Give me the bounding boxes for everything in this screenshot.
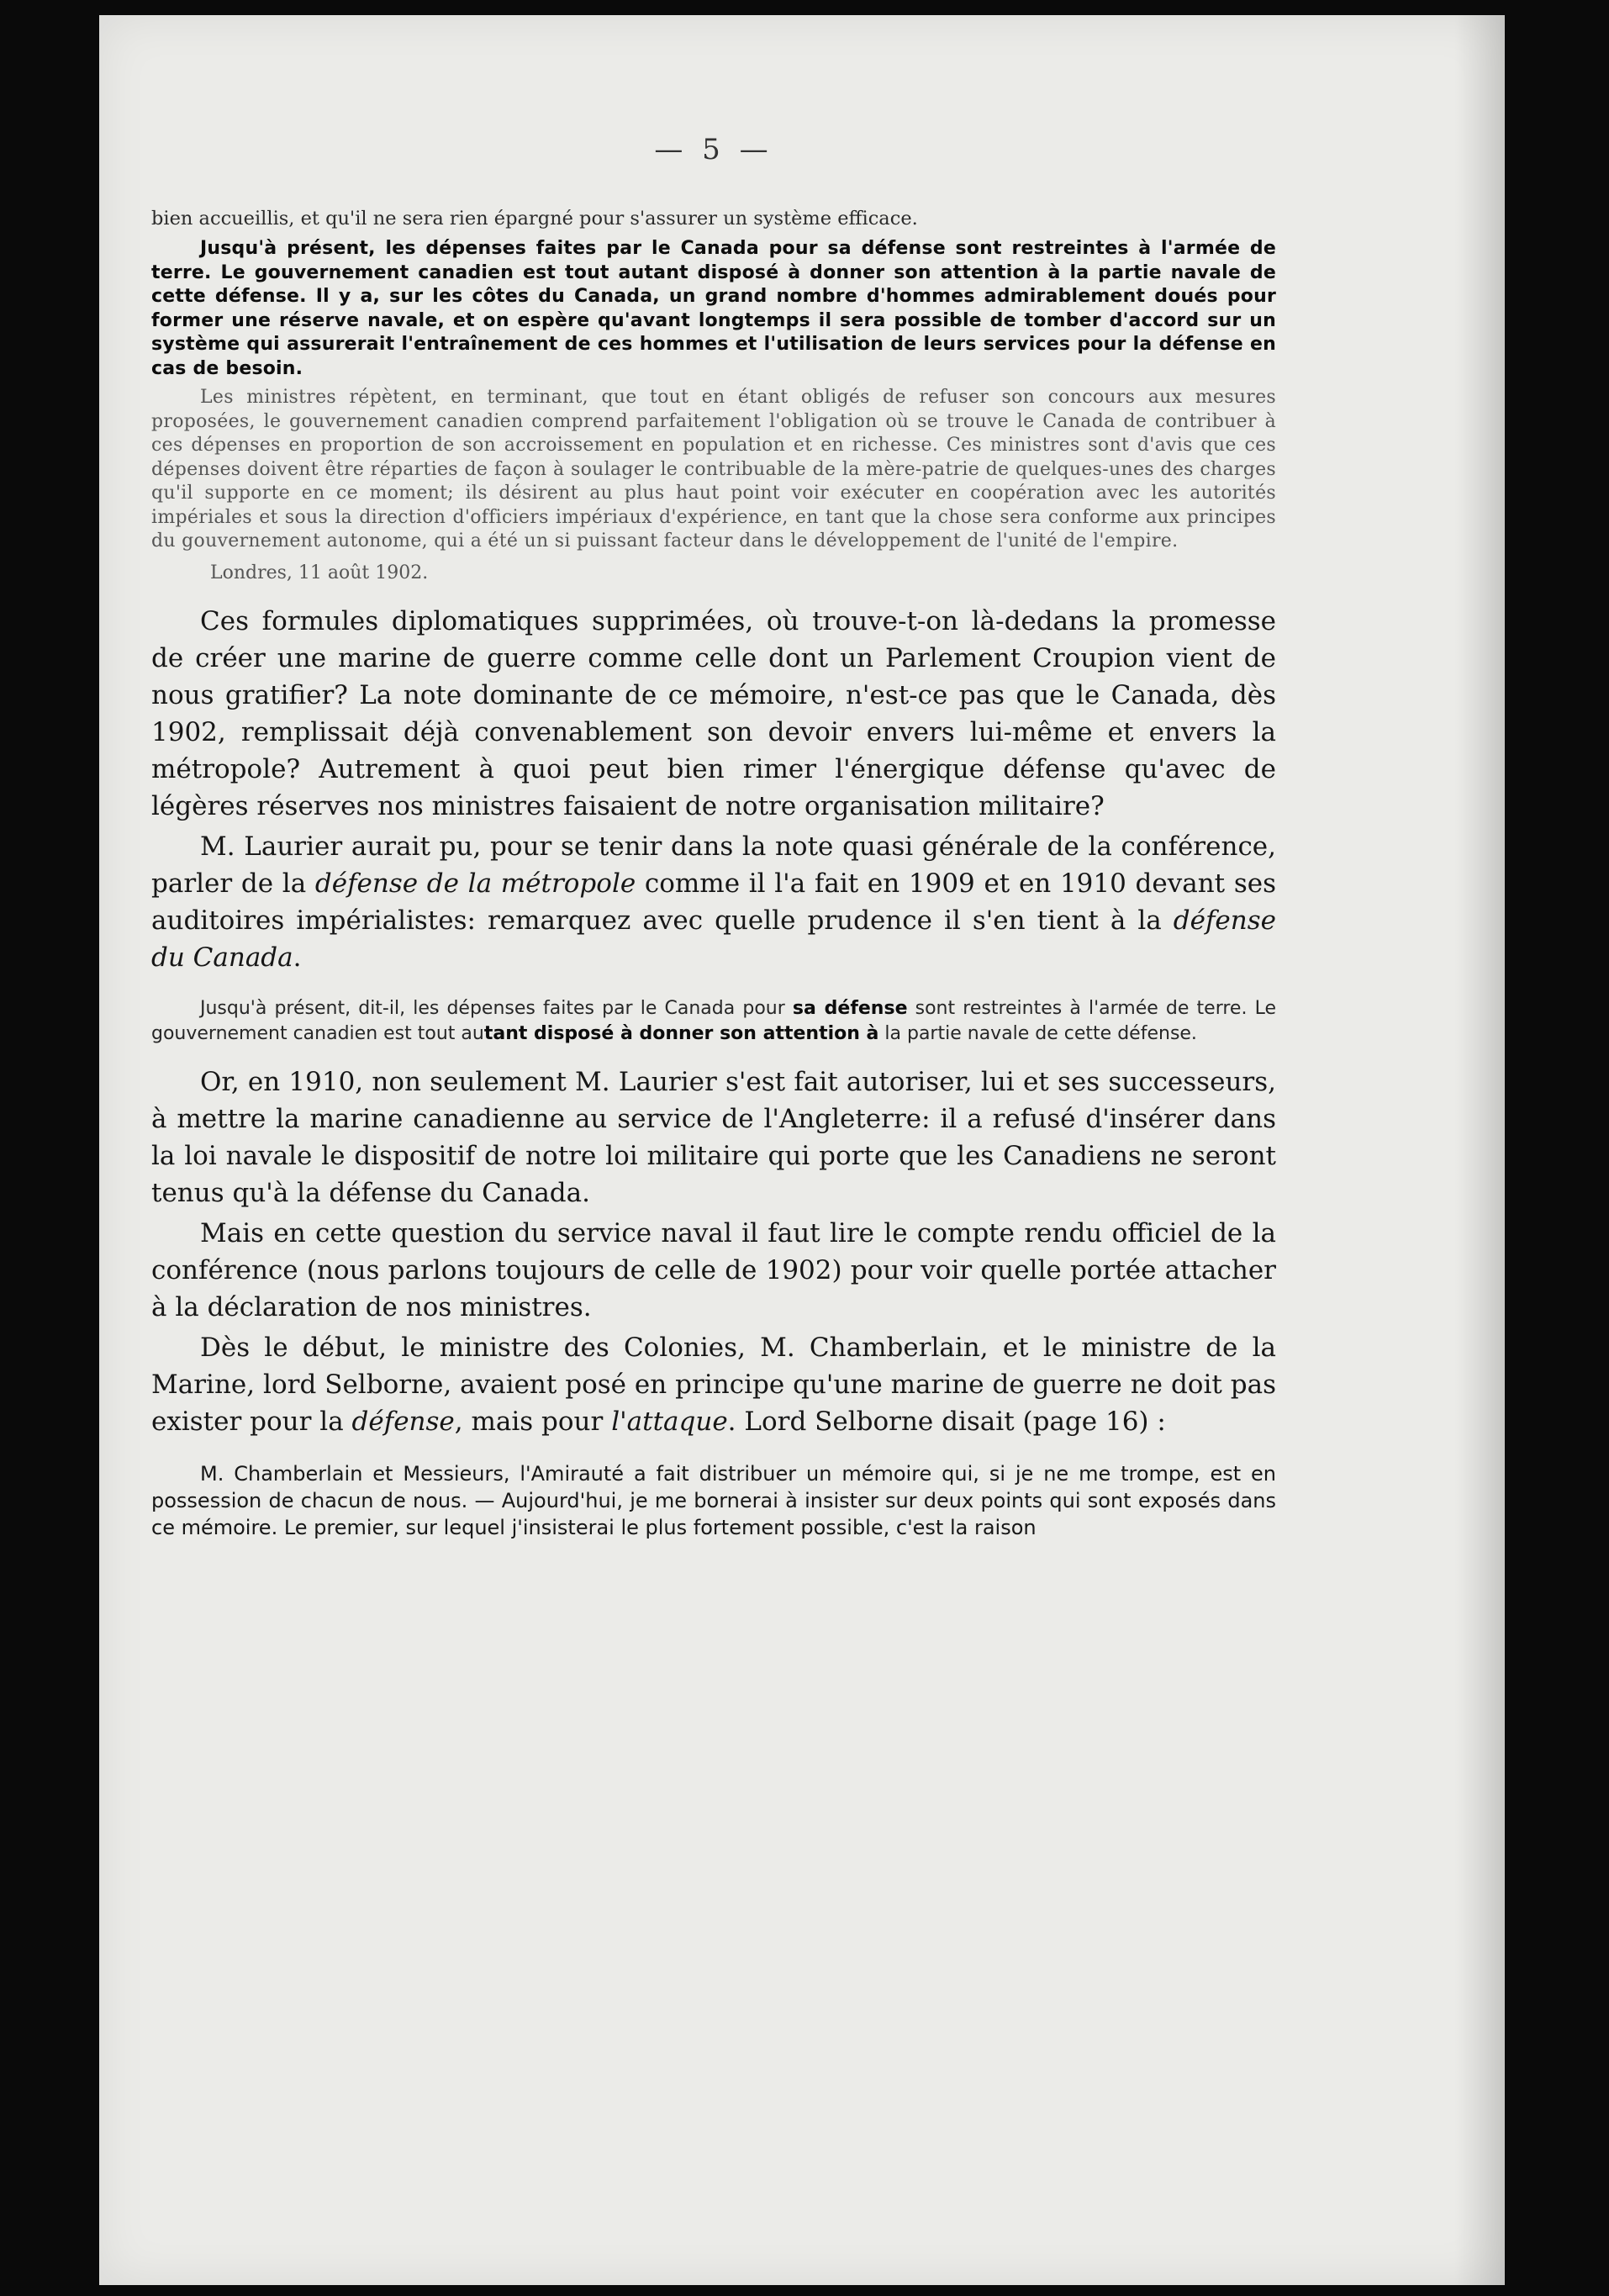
page-number: — 5 —	[654, 133, 773, 166]
body-p5-text-b: , mais pour	[454, 1406, 612, 1437]
inline-quote-text-a: Jusqu'à présent, dit-il, les dépenses faites par le Canada pour	[200, 997, 793, 1019]
quote-continuation: bien accueillis, et qu'il ne sera rien épargné pour s'assurer un système efficace.	[151, 208, 918, 230]
body-p2-italic-2: défense du Canada	[151, 905, 1276, 973]
body-p2-text-b: comme il l'a fait en 1909 et en 1910 devant ses auditoires impérialistes: remarquez avec quelle prudence il s'en tient à la	[151, 868, 1276, 936]
body-paragraph-4: Mais en cette question du service naval il faut lire le compte rendu officiel de la conférence (nous parlons toujours de celle de 1902) pour voir quelle portée attacher à la déclaration de nos ministres.	[151, 1217, 1276, 1322]
body-p2-italic-1: défense de la métropole	[314, 868, 636, 899]
body-paragraph-2	[151, 828, 1276, 976]
body-paragraph-1: Ces formules diplomatiques supprimées, où trouve-t-on là-dedans la promesse de créer une marine de guerre comme celle dont un Parlement Croupion vient de nous gratifier? La note dominante de ce mémoire, n'est-ce pas que le Canada, dès 1902, remplissait déjà convenablement son devoir envers lui-même et envers la métropole? Autrement à quoi peut bien rimer l'énergique défense qu'avec de légères réserves nos ministres faisaient de notre organisation militaire?	[151, 605, 1276, 821]
body-p5-italic-2: l'attaque	[611, 1406, 728, 1437]
inline-quote-bold-1: sa défense	[792, 997, 908, 1019]
quote-signoff: Londres, 11 août 1902.	[210, 562, 429, 583]
inline-quote	[151, 996, 1276, 1047]
page-shadow	[1454, 15, 1505, 2285]
page-text-block	[151, 133, 1276, 1541]
quote-bold-paragraph	[151, 237, 1276, 381]
inline-quote-text-e: la partie navale de cette défense.	[878, 1022, 1197, 1044]
body-p2-text-c: .	[293, 942, 302, 973]
quote-light-paragraph	[151, 386, 1276, 554]
body-p5-text-a: Dès le début, le ministre des Colonies, M. Chamberlain, et le ministre de la Marine, lord Selborne, avaient posé en principe qu'une marine de guerre ne doit pas exister pour la	[151, 1332, 1276, 1437]
bottom-quote: M. Chamberlain et Messieurs, l'Amirauté a fait distribuer un mémoire qui, si je ne me trompe, est en possession de chacun de nous. — Aujourd'hui, je me bornerai à insister sur deux points qui sont exposés dans ce mémoire. Le premier, sur lequel j'insisterai le plus fortement possible, c'est la raison	[151, 1461, 1276, 1539]
body-p5-italic-1: défense	[351, 1406, 455, 1437]
quote-bold-text: Jusqu'à présent, les dépenses faites par le Canada pour sa défense sont restreintes à l'armée de terre. Le gouvernement canadien est tout autant disposé à donner son attention à la partie navale de cette défense. Il y a, sur les côtes du Canada, un grand nombre d'hommes admirablement doués pour former une réserve navale, et on espère qu'avant longtemps il sera possible de tomber d'accord sur un système qui assurerait l'entraînement de ces hommes et l'utilisation de leurs services pour la défense en cas de besoin.	[151, 238, 1276, 379]
body-paragraph-3: Or, en 1910, non seulement M. Laurier s'est fait autoriser, lui et ses successeurs, à mettre la marine canadienne au service de l'Angleterre: il a refusé d'insérer dans la loi navale le dispositif de notre loi militaire qui porte que les Canadiens ne seront tenus qu'à la défense du Canada.	[151, 1066, 1276, 1208]
quote-light-text: Les ministres répètent, en terminant, que tout en étant obligés de refuser son concours aux mesures proposées, le gouvernement canadien comprend parfaitement l'obligation où se trouve le Canada de contribuer à ces dépenses en proportion de son accroissement en population et en richesse. Ces ministres sont d'avis que ces dépenses doivent être réparties de façon à soulager le contribuable de la mère-patrie de quelques-unes des charges qu'il supporte en ce moment; ils désirent au plus haut point voir exécuter en coopération avec les autorités impériales et sous la direction d'officiers impériaux d'expérience, en tant que la chose sera conforme aux principes du gouvernement autonome, qui a été un si puissant facteur dans le développement de l'unité de l'empire.	[151, 387, 1276, 552]
inline-quote-bold-2: tant disposé à donner son attention à	[483, 1022, 879, 1044]
inline-quote-text-c: sont restreintes à l'armée de terre. Le gouvernement canadien est tout au	[151, 997, 1276, 1044]
body-paragraph-5	[151, 1329, 1276, 1440]
body-p2-text-a: M. Laurier aurait pu, pour se tenir dans la note quasi générale de la conférence, parler de la	[151, 831, 1276, 899]
body-p5-text-c: . Lord Selborne disait (page 16) :	[727, 1406, 1166, 1437]
document-page	[99, 15, 1505, 2285]
